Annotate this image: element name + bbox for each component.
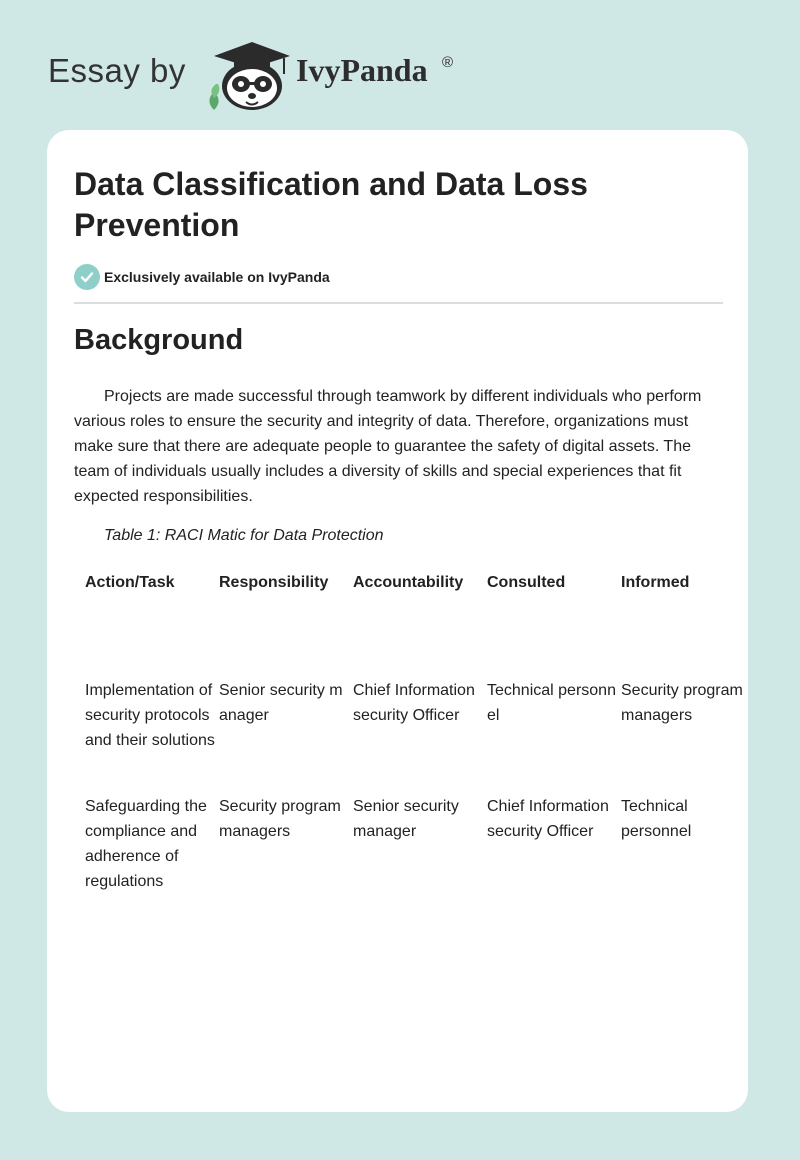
table-cell: Technical personnel (621, 798, 692, 840)
table-cell: Senior security manager (219, 682, 343, 724)
brand-name[interactable]: IvyPanda (296, 52, 428, 88)
table-cell: Implementation of security protocols and their solutions (85, 682, 215, 749)
column-header: Responsibility (219, 574, 329, 591)
table-cell: Security program managers (621, 682, 743, 724)
panda-logo-icon[interactable] (204, 36, 294, 112)
raci-table (85, 570, 755, 894)
column-header: Action/Task (85, 574, 175, 591)
site-header (48, 32, 748, 112)
table-cell: Technical personnel (487, 682, 616, 724)
table-cell: Chief Information security Officer (487, 798, 609, 840)
table-cell: Security program managers (219, 798, 341, 840)
table-caption: Table 1: RACI Matic for Data Protection (104, 527, 384, 544)
brand-prefix: Essay by (48, 52, 186, 89)
table-cell: Senior security manager (353, 798, 459, 840)
divider (74, 302, 723, 304)
body-paragraph: Projects are made successful through teamwork by different individuals who perform various roles to ensure the security and integrity of data. Therefore, organizations must make sure that there are adequate people to guarantee the safety of digital assets. The team of individuals usually includes a diversity of skills and special experiences that fit expected responsibilities. (74, 388, 702, 505)
column-header: Consulted (487, 574, 566, 591)
column-header: Accountability (353, 574, 464, 591)
table-cell: Chief Information security Officer (353, 682, 475, 724)
page-title: Data Classification and Data Loss Prevention (74, 166, 588, 243)
table-row (85, 678, 755, 794)
section-heading: Background (74, 324, 244, 356)
essay-card (47, 130, 748, 1112)
table-header-row (85, 570, 755, 678)
column-header: Informed (621, 574, 690, 591)
table-row (85, 794, 755, 894)
check-circle-icon (74, 264, 100, 290)
badge-label: Exclusively available on IvyPanda (104, 269, 330, 285)
registered-mark: ® (442, 54, 454, 71)
exclusive-badge (74, 263, 330, 291)
table-cell: Safeguarding the compliance and adherence of regulations (85, 798, 207, 890)
